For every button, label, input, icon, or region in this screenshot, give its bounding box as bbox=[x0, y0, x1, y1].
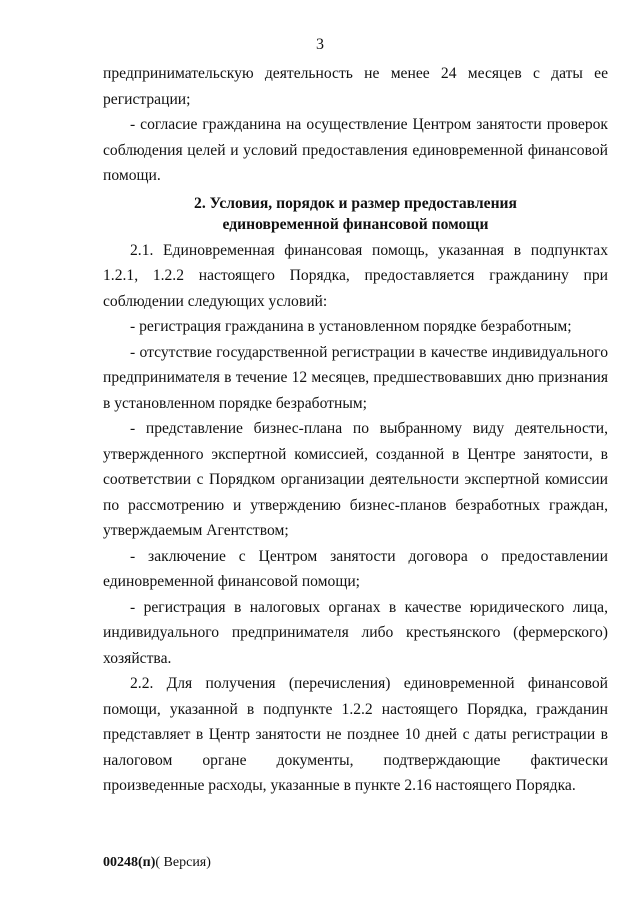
footer-version: ( Версия) bbox=[155, 855, 211, 870]
section-heading-line-1: 2. Условия, порядок и размер предоставления bbox=[194, 194, 517, 212]
paragraph-2-1: 2.1. Единовременная финансовая помощь, указанная в подпунктах 1.2.1, 1.2.2 настоящего Порядка, предоставляется гражданину при соблюдении следующих условий: bbox=[103, 241, 608, 310]
consent-item: - согласие гражданина на осуществление Центром занятости проверок соблюдения целей и условий предоставления единовременной финансовой помощи. bbox=[103, 116, 608, 184]
footer-code: 00248(п) bbox=[103, 855, 156, 870]
condition-item-1: - регистрация гражданина в установленном порядке безработным; bbox=[130, 318, 572, 335]
footer-document-code bbox=[103, 855, 211, 871]
page-number: 3 bbox=[316, 36, 324, 53]
condition-item-4: - заключение с Центром занятости договора о предоставлении единовременной финансовой помощи; bbox=[103, 547, 608, 590]
condition-item-2: - отсутствие государственной регистрации в качестве индивидуального предпринимателя в течение 12 месяцев, предшествовавших дню признания в установленном порядке безработным; bbox=[103, 343, 608, 412]
condition-item-5: - регистрация в налоговых органах в качестве юридического лица, индивидуального предпринимателя либо крестьянского (фермерского) хозяйства. bbox=[103, 598, 608, 667]
paragraph-2-2: 2.2. Для получения (перечисления) единовременной финансовой помощи, указанной в подпункте 1.2.2 настоящего Порядка, гражданин представляет в Центр занятости не позднее 10 дней с даты регистрации в налоговом органе документы, подтверждающие фактически произведенные расходы, указанные в пункте 2.16 настоящего Порядка. bbox=[103, 675, 608, 794]
document-body bbox=[103, 61, 608, 799]
condition-item-3: - представление бизнес-плана по выбранному виду деятельности, утвержденного экспертной комиссией, созданной в Центре занятости, в соответствии с Порядком организации деятельности экспертной комиссии по рассмотрению и утверждению бизнес-планов безработных граждан, утверждаемым Агентством; bbox=[103, 420, 608, 539]
section-heading-line-2: единовременной финансовой помощи bbox=[222, 215, 489, 233]
continuation-paragraph: предпринимательскую деятельность не менее 24 месяцев с даты ее регистрации; bbox=[103, 65, 608, 108]
section-heading bbox=[103, 193, 608, 235]
